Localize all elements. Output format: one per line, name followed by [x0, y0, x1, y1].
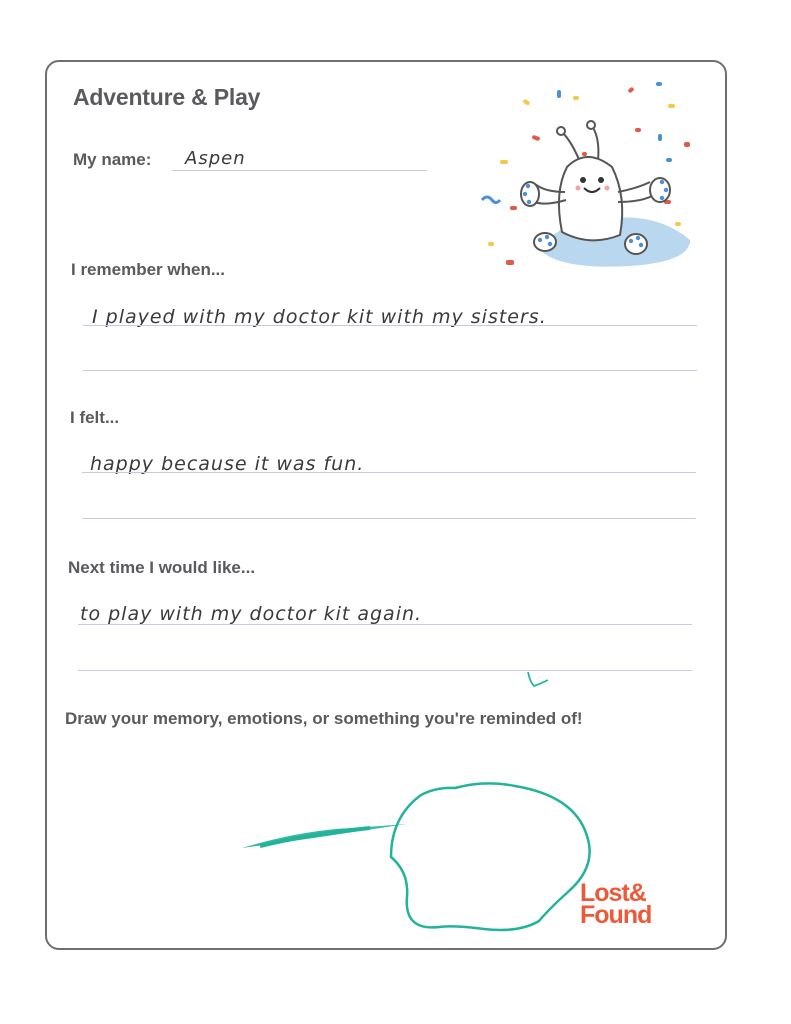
name-label: My name: [73, 150, 152, 169]
next-time-answer[interactable]: to play with my doctor kit again. [80, 603, 423, 625]
felt-answer[interactable]: happy because it was fun. [90, 453, 365, 475]
next-time-label: Next time I would like... [68, 558, 256, 577]
next-time-line-2 [78, 670, 692, 671]
name-value[interactable]: Aspen [185, 148, 246, 169]
green-scribble-mark [524, 668, 554, 690]
remember-line-2 [83, 370, 697, 371]
remember-label: I remember when... [71, 260, 225, 279]
remember-answer[interactable]: I played with my doctor kit with my sisters. [92, 306, 547, 328]
logo-line-1: Lost& [580, 879, 646, 907]
felt-line-2 [82, 518, 696, 519]
felt-label: I felt... [70, 408, 120, 427]
monster-with-confetti-icon [470, 82, 700, 272]
remember-line-1 [83, 325, 697, 326]
felt-line-1 [82, 472, 696, 473]
draw-prompt: Draw your memory, emotions, or something you're reminded of! [65, 709, 583, 728]
child-drawing[interactable] [230, 770, 630, 940]
logo-line-2: Found [580, 901, 652, 929]
next-time-line-1 [78, 624, 692, 625]
worksheet-title: Adventure & Play [73, 84, 261, 110]
lost-and-found-logo [580, 879, 652, 929]
name-line [172, 170, 427, 171]
